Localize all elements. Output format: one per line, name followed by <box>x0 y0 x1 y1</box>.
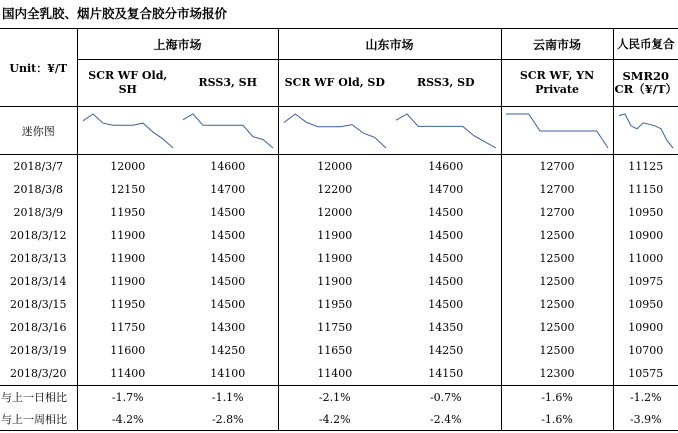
sparkline-chart <box>281 111 389 151</box>
sparkline-chart <box>180 111 276 151</box>
row-date: 2018/3/20 <box>10 367 67 380</box>
change-cell: -1.7% <box>77 386 178 409</box>
price-cell: 12700 <box>501 201 613 224</box>
price-cell: 11900 <box>77 224 178 247</box>
price-cell: 14500 <box>428 229 464 242</box>
table-row <box>0 293 678 316</box>
table-row <box>0 155 678 179</box>
table-row <box>0 178 678 201</box>
price-cell: 14250 <box>428 344 464 357</box>
table-row <box>0 339 678 362</box>
price-cell: 11150 <box>613 178 678 201</box>
price-cell: 11950 <box>77 293 178 316</box>
sparkline-series <box>83 114 173 148</box>
change-cell: -1.2% <box>613 386 678 409</box>
col-scr-wf-yn: SCR WF, YN Private <box>501 60 613 107</box>
price-cell: 11900 <box>77 247 178 270</box>
price-cell: 14500 <box>428 252 464 265</box>
price-cell: 11950 <box>77 201 178 224</box>
price-cell: 14300 <box>210 321 246 334</box>
region-rmb-composite: 人民币复合 <box>613 29 678 60</box>
change-cell: -4.2% <box>77 408 178 431</box>
unit-label: Unit：¥/T <box>0 29 77 107</box>
row-date: 2018/3/16 <box>10 321 67 334</box>
price-cell: 14150 <box>428 367 464 380</box>
price-cell: 11950 <box>278 293 391 316</box>
change-row <box>0 408 678 431</box>
row-date: 2018/3/14 <box>10 275 67 288</box>
price-cell: 11600 <box>77 339 178 362</box>
sparkline-chart <box>616 111 676 151</box>
change-cell: -2.8% <box>178 408 278 431</box>
price-cell: 10950 <box>613 293 678 316</box>
price-cell: 14500 <box>210 275 246 288</box>
change-cell: -1.1% <box>178 386 278 409</box>
report-title: 国内全乳胶、烟片胶及复合胶分市场报价 <box>2 6 228 21</box>
price-cell: 14100 <box>210 367 246 380</box>
price-cell: 14500 <box>210 229 246 242</box>
sparkline-series <box>284 114 386 148</box>
price-cell: 14500 <box>210 252 246 265</box>
price-cell: 11650 <box>278 339 391 362</box>
price-cell: 10575 <box>613 362 678 386</box>
sparkline-chart <box>393 111 499 151</box>
price-cell: 11750 <box>278 316 391 339</box>
price-cell: 14250 <box>210 344 246 357</box>
table-row <box>0 201 678 224</box>
price-cell: 12300 <box>501 362 613 386</box>
table-row <box>0 270 678 293</box>
price-cell: 11900 <box>77 270 178 293</box>
region-shanghai: 上海市场 <box>77 29 278 60</box>
price-cell: 11400 <box>77 362 178 386</box>
price-cell: 12500 <box>501 247 613 270</box>
price-cell: 12700 <box>501 155 613 179</box>
region-yunnan: 云南市场 <box>501 29 613 60</box>
price-cell: 14500 <box>210 206 246 219</box>
change-cell: -4.2% <box>278 408 391 431</box>
change-cell: -3.9% <box>613 408 678 431</box>
row-date: 2018/3/19 <box>10 344 67 357</box>
price-cell: 12500 <box>501 339 613 362</box>
price-cell: 14600 <box>391 155 501 179</box>
change-label: 与上一日相比 <box>0 386 77 409</box>
col-scr-wf-sh: SCR WF Old, SH <box>77 60 178 107</box>
price-cell: 12700 <box>501 178 613 201</box>
price-cell: 10900 <box>613 224 678 247</box>
price-cell: 12500 <box>501 316 613 339</box>
price-cell: 11750 <box>77 316 178 339</box>
region-shandong: 山东市场 <box>278 29 501 60</box>
row-date: 2018/3/9 <box>13 206 63 219</box>
price-cell: 11400 <box>278 362 391 386</box>
price-cell: 14600 <box>178 155 278 179</box>
change-row <box>0 386 678 409</box>
row-date: 2018/3/13 <box>10 252 67 265</box>
row-date: 2018/3/15 <box>10 298 67 311</box>
price-cell: 11900 <box>278 270 391 293</box>
price-cell: 10700 <box>613 339 678 362</box>
price-cell: 11000 <box>613 247 678 270</box>
price-cell: 12500 <box>501 293 613 316</box>
price-cell: 14500 <box>428 275 464 288</box>
row-date: 2018/3/8 <box>13 183 63 196</box>
table-row <box>0 362 678 386</box>
price-cell: 10950 <box>613 201 678 224</box>
sparkline-series <box>396 114 496 148</box>
price-cell: 12500 <box>501 224 613 247</box>
col-scr-wf-sd: SCR WF Old, SD <box>278 60 391 107</box>
price-table <box>0 28 678 431</box>
price-cell: 14350 <box>428 321 464 334</box>
table-row <box>0 224 678 247</box>
price-cell: 11125 <box>613 155 678 179</box>
change-cell: -2.1% <box>278 386 391 409</box>
price-cell: 14500 <box>428 298 464 311</box>
price-cell: 12150 <box>77 178 178 201</box>
change-cell: -1.6% <box>501 408 613 431</box>
price-cell: 10975 <box>613 270 678 293</box>
price-cell: 14700 <box>428 183 464 196</box>
price-cell: 12000 <box>278 201 391 224</box>
sparkline-series <box>506 114 608 148</box>
change-cell: -2.4% <box>391 408 501 431</box>
change-cell: -1.6% <box>501 386 613 409</box>
col-rss3-sd: RSS3, SD <box>391 60 501 107</box>
price-cell: 10900 <box>613 316 678 339</box>
change-cell: -0.7% <box>391 386 501 409</box>
price-cell: 12000 <box>77 155 178 179</box>
col-rss3-sh: RSS3, SH <box>178 60 278 107</box>
table-row <box>0 247 678 270</box>
sparkline-series <box>619 114 673 148</box>
change-label: 与上一周相比 <box>0 408 77 431</box>
price-cell: 12000 <box>278 155 391 179</box>
price-cell: 14500 <box>428 206 464 219</box>
price-cell: 12500 <box>501 270 613 293</box>
sparkline-label: 迷你图 <box>0 107 77 155</box>
row-date: 2018/3/12 <box>10 229 67 242</box>
price-cell: 12200 <box>278 178 391 201</box>
price-cell: 14500 <box>210 298 246 311</box>
sparkline-chart <box>503 111 611 151</box>
col-smr20-cr: SMR20 CR（¥/T） <box>613 60 678 107</box>
row-date: 2018/3/7 <box>0 155 77 179</box>
table-row <box>0 316 678 339</box>
price-cell: 11900 <box>278 247 391 270</box>
sparkline-series <box>183 114 273 148</box>
price-cell: 14700 <box>210 183 246 196</box>
price-cell: 11900 <box>278 224 391 247</box>
sparkline-chart <box>80 111 176 151</box>
